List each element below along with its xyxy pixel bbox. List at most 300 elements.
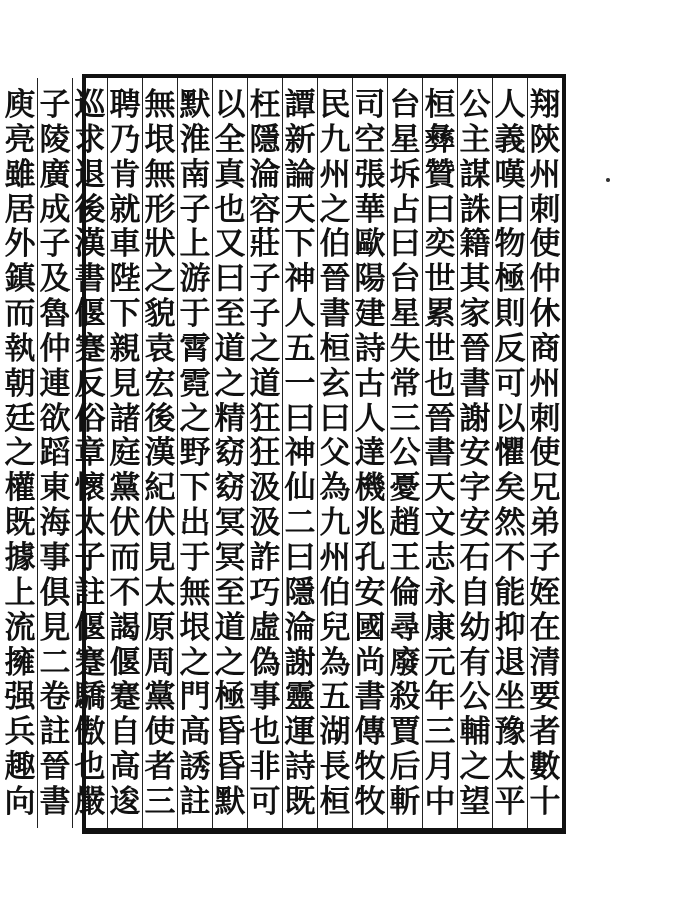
character: 台 <box>389 87 421 123</box>
character: 姪 <box>529 574 561 611</box>
character: 詩 <box>354 330 386 367</box>
character: 隱 <box>249 121 281 158</box>
character: 冥 <box>214 539 246 576</box>
character: 以 <box>494 400 526 437</box>
character: 周 <box>144 644 176 681</box>
character: 魯 <box>39 296 71 333</box>
character: 桓 <box>319 783 351 820</box>
character: 公 <box>389 435 421 472</box>
character: 巧 <box>249 574 281 611</box>
character: 出 <box>179 505 211 542</box>
character: 曰 <box>284 400 316 437</box>
character: 有 <box>459 644 491 681</box>
character: 書 <box>319 296 351 333</box>
character: 權 <box>4 470 36 507</box>
character: 書 <box>354 679 386 716</box>
character: 海 <box>39 505 71 542</box>
character: 退 <box>74 156 106 193</box>
character: 既 <box>4 505 36 542</box>
character: 空 <box>354 121 386 158</box>
character: 車 <box>109 226 141 263</box>
character: 尋 <box>389 609 421 646</box>
character: 原 <box>144 609 176 646</box>
character: 下 <box>284 226 316 263</box>
character: 陛 <box>109 261 141 298</box>
text-column <box>72 78 107 828</box>
character: 默 <box>214 783 246 820</box>
character: 謝 <box>459 400 491 437</box>
character: 庭 <box>109 435 141 472</box>
character: 尚 <box>354 644 386 681</box>
character: 陽 <box>354 261 386 298</box>
character: 牧 <box>354 783 386 820</box>
character: 反 <box>74 365 106 402</box>
character: 貌 <box>144 296 176 333</box>
character: 也 <box>74 749 106 786</box>
character: 家 <box>459 296 491 333</box>
character: 俗 <box>74 400 106 437</box>
character: 神 <box>284 261 316 298</box>
character: 鎮 <box>4 261 36 298</box>
character: 傳 <box>354 714 386 751</box>
character: 子 <box>74 539 106 576</box>
character: 石 <box>459 539 491 576</box>
character: 永 <box>424 574 456 611</box>
character: 歐 <box>354 226 386 263</box>
character: 使 <box>529 226 561 263</box>
character: 狂 <box>249 400 281 437</box>
character: 汲 <box>249 470 281 507</box>
character: 向 <box>4 783 36 820</box>
character: 子 <box>179 191 211 228</box>
character: 據 <box>4 539 36 576</box>
character: 晉 <box>319 261 351 298</box>
character: 長 <box>319 749 351 786</box>
character: 全 <box>214 121 246 158</box>
character: 之 <box>214 644 246 681</box>
character: 一 <box>284 365 316 402</box>
character: 極 <box>494 261 526 298</box>
character: 事 <box>249 679 281 716</box>
character: 垠 <box>144 121 176 158</box>
character: 玄 <box>319 365 351 402</box>
character: 趙 <box>389 505 421 542</box>
character: 民 <box>319 87 351 123</box>
character: 世 <box>424 261 456 298</box>
text-column <box>177 78 212 828</box>
character: 連 <box>39 365 71 402</box>
character: 三 <box>389 400 421 437</box>
character: 謝 <box>284 644 316 681</box>
character: 蹇 <box>74 330 106 367</box>
character: 二 <box>284 505 316 542</box>
character: 廣 <box>39 156 71 193</box>
character: 至 <box>214 574 246 611</box>
character: 也 <box>249 714 281 751</box>
character: 矣 <box>494 470 526 507</box>
text-columns <box>4 78 562 828</box>
character: 極 <box>214 679 246 716</box>
character: 抑 <box>494 609 526 646</box>
character: 紀 <box>144 470 176 507</box>
character: 神 <box>284 435 316 472</box>
character: 憂 <box>389 470 421 507</box>
character: 而 <box>109 539 141 576</box>
character: 兄 <box>529 470 561 507</box>
character: 狀 <box>144 226 176 263</box>
character: 真 <box>214 156 246 193</box>
character: 窈 <box>214 470 246 507</box>
character: 之 <box>459 749 491 786</box>
character: 月 <box>424 749 456 786</box>
character: 偃 <box>74 296 106 333</box>
character: 使 <box>144 714 176 751</box>
character: 見 <box>109 365 141 402</box>
character: 也 <box>424 365 456 402</box>
character: 晉 <box>459 330 491 367</box>
character: 擁 <box>4 644 36 681</box>
character: 非 <box>249 749 281 786</box>
character: 三 <box>424 714 456 751</box>
character: 執 <box>4 330 36 367</box>
character: 其 <box>459 261 491 298</box>
character: 俱 <box>39 574 71 611</box>
character: 常 <box>389 365 421 402</box>
text-column <box>3 78 37 828</box>
character: 事 <box>39 539 71 576</box>
character: 諸 <box>109 400 141 437</box>
character: 兆 <box>354 505 386 542</box>
character: 淮 <box>179 121 211 158</box>
character: 運 <box>284 714 316 751</box>
character: 伯 <box>319 574 351 611</box>
character: 嘆 <box>494 156 526 193</box>
character: 野 <box>179 435 211 472</box>
character: 親 <box>109 330 141 367</box>
character: 虛 <box>249 609 281 646</box>
character: 機 <box>354 470 386 507</box>
character: 可 <box>494 365 526 402</box>
character: 州 <box>319 156 351 193</box>
character: 桓 <box>319 330 351 367</box>
character: 坐 <box>494 679 526 716</box>
character: 物 <box>494 226 526 263</box>
character: 天 <box>424 470 456 507</box>
character: 欲 <box>39 400 71 437</box>
character: 下 <box>179 470 211 507</box>
character: 曰 <box>424 191 456 228</box>
character: 晉 <box>39 749 71 786</box>
character: 退 <box>494 644 526 681</box>
character: 兒 <box>319 609 351 646</box>
character: 子 <box>39 226 71 263</box>
character: 人 <box>494 87 526 123</box>
character: 流 <box>4 609 36 646</box>
character: 懼 <box>494 435 526 472</box>
character: 懷 <box>74 470 106 507</box>
character: 袁 <box>144 330 176 367</box>
character: 偃 <box>74 609 106 646</box>
character: 新 <box>284 121 316 158</box>
character: 贊 <box>424 156 456 193</box>
character: 上 <box>4 574 36 611</box>
character: 殺 <box>389 679 421 716</box>
character: 以 <box>214 87 246 123</box>
character: 黨 <box>109 470 141 507</box>
character: 狂 <box>249 435 281 472</box>
character: 湖 <box>319 714 351 751</box>
character: 謀 <box>459 156 491 193</box>
character: 主 <box>459 121 491 158</box>
character: 無 <box>144 156 176 193</box>
character: 之 <box>4 435 36 472</box>
character: 弟 <box>529 505 561 542</box>
character: 隱 <box>284 574 316 611</box>
character: 望 <box>459 783 491 820</box>
character: 論 <box>284 156 316 193</box>
text-column <box>457 78 492 828</box>
character: 字 <box>459 470 491 507</box>
character: 見 <box>144 539 176 576</box>
character: 斬 <box>389 783 421 820</box>
character: 賈 <box>389 714 421 751</box>
character: 伯 <box>319 226 351 263</box>
text-column <box>107 78 142 828</box>
character: 之 <box>144 261 176 298</box>
character: 巡 <box>74 87 106 123</box>
character: 安 <box>354 574 386 611</box>
character: 上 <box>179 226 211 263</box>
character: 後 <box>74 191 106 228</box>
character: 之 <box>214 365 246 402</box>
character: 驕 <box>74 679 106 716</box>
character: 平 <box>494 783 526 820</box>
character: 陵 <box>39 121 71 158</box>
character: 卷 <box>39 679 71 716</box>
text-column <box>422 78 457 828</box>
character: 然 <box>494 505 526 542</box>
character: 仲 <box>529 261 561 298</box>
character: 既 <box>284 783 316 820</box>
character: 國 <box>354 609 386 646</box>
character: 趣 <box>4 749 36 786</box>
character: 居 <box>4 191 36 228</box>
character: 星 <box>389 296 421 333</box>
character: 廷 <box>4 400 36 437</box>
character: 蹇 <box>74 644 106 681</box>
character: 靈 <box>284 679 316 716</box>
character: 三 <box>144 783 176 820</box>
character: 牧 <box>354 749 386 786</box>
character: 義 <box>494 121 526 158</box>
character: 王 <box>389 539 421 576</box>
character: 志 <box>424 539 456 576</box>
character: 子 <box>249 296 281 333</box>
character: 達 <box>354 435 386 472</box>
character: 就 <box>109 191 141 228</box>
character: 張 <box>354 156 386 193</box>
character: 兵 <box>4 714 36 751</box>
character: 霄 <box>179 330 211 367</box>
character: 垠 <box>179 609 211 646</box>
character: 星 <box>389 121 421 158</box>
character: 天 <box>284 191 316 228</box>
character: 子 <box>39 87 71 123</box>
character: 子 <box>529 539 561 576</box>
character: 公 <box>459 87 491 123</box>
character: 中 <box>424 783 456 820</box>
character: 廢 <box>389 644 421 681</box>
character: 豫 <box>494 714 526 751</box>
text-column <box>37 78 72 828</box>
character: 反 <box>494 330 526 367</box>
character: 年 <box>424 679 456 716</box>
character: 道 <box>249 365 281 402</box>
character: 漢 <box>74 226 106 263</box>
character: 太 <box>144 574 176 611</box>
character: 道 <box>214 609 246 646</box>
character: 乃 <box>109 121 141 158</box>
character: 及 <box>39 261 71 298</box>
character: 偽 <box>249 644 281 681</box>
character: 五 <box>319 679 351 716</box>
character: 使 <box>529 435 561 472</box>
text-frame <box>4 74 566 834</box>
character: 黨 <box>144 679 176 716</box>
character: 倫 <box>389 574 421 611</box>
character: 人 <box>284 296 316 333</box>
character: 清 <box>529 644 561 681</box>
character: 州 <box>529 156 561 193</box>
character: 自 <box>459 574 491 611</box>
character: 仙 <box>284 470 316 507</box>
character: 至 <box>214 296 246 333</box>
character: 二 <box>39 644 71 681</box>
character: 昏 <box>214 714 246 751</box>
character: 註 <box>39 714 71 751</box>
character: 成 <box>39 191 71 228</box>
character: 州 <box>319 539 351 576</box>
character: 外 <box>4 226 36 263</box>
character: 書 <box>74 261 106 298</box>
character: 誘 <box>179 749 211 786</box>
character: 嚴 <box>74 783 106 820</box>
character: 也 <box>214 191 246 228</box>
text-column <box>527 78 562 828</box>
character: 太 <box>494 749 526 786</box>
character: 南 <box>179 156 211 193</box>
character: 道 <box>214 330 246 367</box>
character: 曰 <box>389 226 421 263</box>
character: 又 <box>214 226 246 263</box>
text-column <box>492 78 527 828</box>
character: 于 <box>179 539 211 576</box>
character: 則 <box>494 296 526 333</box>
character: 見 <box>39 609 71 646</box>
character: 占 <box>389 191 421 228</box>
character: 刺 <box>529 400 561 437</box>
text-column <box>317 78 352 828</box>
character: 逡 <box>109 783 141 820</box>
scan-dot <box>606 178 610 182</box>
character: 可 <box>249 783 281 820</box>
character: 不 <box>109 574 141 611</box>
character: 詐 <box>249 539 281 576</box>
character: 安 <box>459 435 491 472</box>
character: 謁 <box>109 609 141 646</box>
character: 之 <box>249 330 281 367</box>
character: 書 <box>459 365 491 402</box>
character: 后 <box>389 749 421 786</box>
character: 伏 <box>144 505 176 542</box>
character: 世 <box>424 330 456 367</box>
character: 太 <box>74 505 106 542</box>
character: 偃 <box>109 644 141 681</box>
text-column <box>247 78 282 828</box>
character: 默 <box>179 87 211 123</box>
character: 淪 <box>249 156 281 193</box>
character: 後 <box>144 400 176 437</box>
text-column <box>212 78 247 828</box>
character: 安 <box>459 505 491 542</box>
character: 下 <box>109 296 141 333</box>
character: 數 <box>529 749 561 786</box>
character: 强 <box>4 679 36 716</box>
character: 曰 <box>284 539 316 576</box>
character: 九 <box>319 505 351 542</box>
character: 商 <box>529 330 561 367</box>
character: 在 <box>529 609 561 646</box>
text-column <box>352 78 387 828</box>
character: 能 <box>494 574 526 611</box>
character: 而 <box>4 296 36 333</box>
character: 高 <box>109 749 141 786</box>
character: 幼 <box>459 609 491 646</box>
character: 刺 <box>529 191 561 228</box>
character: 東 <box>39 470 71 507</box>
character: 漢 <box>144 435 176 472</box>
character: 亮 <box>4 121 36 158</box>
character: 司 <box>354 87 386 123</box>
character: 庾 <box>4 87 36 123</box>
character: 為 <box>319 644 351 681</box>
character: 奕 <box>424 226 456 263</box>
character: 昏 <box>214 749 246 786</box>
character: 累 <box>424 296 456 333</box>
character: 淪 <box>284 609 316 646</box>
character: 門 <box>179 679 211 716</box>
character: 籍 <box>459 226 491 263</box>
text-column <box>282 78 317 828</box>
character: 汲 <box>249 505 281 542</box>
character: 要 <box>529 679 561 716</box>
character: 形 <box>144 191 176 228</box>
character: 譚 <box>284 87 316 123</box>
character: 高 <box>179 714 211 751</box>
character: 古 <box>354 365 386 402</box>
character: 者 <box>529 714 561 751</box>
character: 台 <box>389 261 421 298</box>
character: 曰 <box>214 261 246 298</box>
character: 之 <box>319 191 351 228</box>
character: 誅 <box>459 191 491 228</box>
character: 枉 <box>249 87 281 123</box>
character: 元 <box>424 644 456 681</box>
character: 聘 <box>109 87 141 123</box>
character: 傲 <box>74 714 106 751</box>
character: 之 <box>179 400 211 437</box>
character: 宏 <box>144 365 176 402</box>
